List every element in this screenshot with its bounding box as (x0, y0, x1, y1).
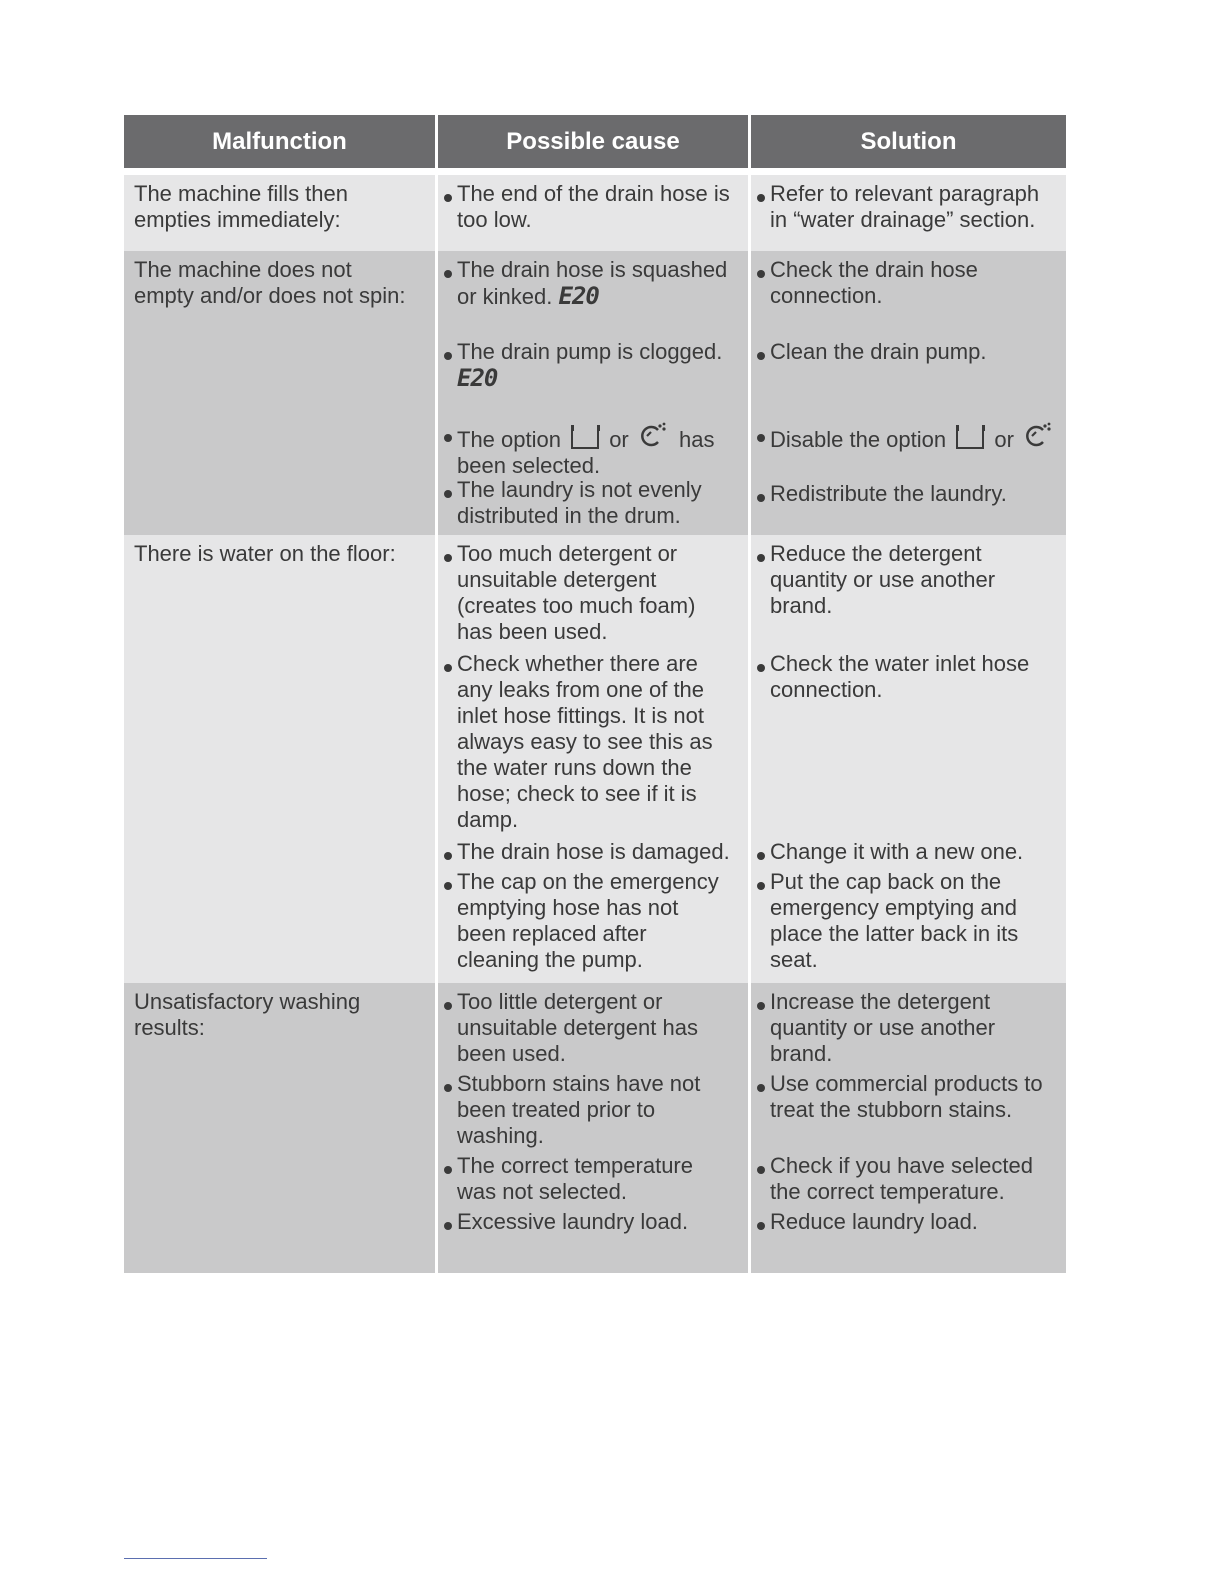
bullet-icon (755, 839, 770, 869)
header-solution: Solution (751, 115, 1066, 168)
list-item (442, 1071, 746, 1153)
cause-text: The correct temperature was not selected. (457, 1153, 693, 1204)
solution-text: Disable the option or (770, 421, 1064, 481)
solution-cell (751, 175, 1066, 251)
solution-text: Check if you have selected the correct temperature. (770, 1153, 1033, 1204)
bullet-icon (755, 1071, 770, 1153)
solution-text: Check the drain hose connection. (770, 257, 978, 308)
list-item (442, 1209, 746, 1235)
bullet-icon (755, 541, 770, 651)
bullet-icon (755, 181, 770, 233)
list-item (442, 421, 746, 477)
spin-option-icon (1024, 421, 1054, 451)
list-item (755, 651, 1064, 839)
malfunction-cell (124, 175, 435, 251)
bullet-icon (442, 989, 457, 1071)
bullet-icon (442, 181, 457, 233)
list-item (755, 339, 1064, 421)
list-item (442, 477, 746, 529)
bullet-icon (755, 481, 770, 507)
list-item (755, 1209, 1064, 1235)
malfunction-cell (124, 251, 435, 535)
solution-text: Change it with a new one. (770, 839, 1024, 864)
solution-text: Reduce laundry load. (770, 1209, 978, 1234)
malfunction-text: There is water on the floor: (134, 541, 396, 566)
list-item (755, 421, 1064, 481)
bullet-icon (755, 257, 770, 339)
solution-text: Refer to relevant paragraph in “water drainage” section. (770, 181, 1040, 232)
bullet-icon (755, 421, 770, 481)
solution-text: Clean the drain pump. (770, 339, 987, 364)
drum-option-icon (956, 429, 984, 449)
cause-text: The drain pump is clogged. E20 (457, 339, 723, 392)
cause-text: Too little detergent or unsuitable detergent has been used. (457, 989, 698, 1066)
solution-text: Redistribute the laundry. (770, 481, 1007, 506)
table-row (124, 983, 1066, 1273)
bullet-icon (442, 541, 457, 651)
solution-cell (751, 251, 1066, 535)
list-item (755, 181, 1064, 233)
bullet-icon (442, 869, 457, 973)
malfunction-text: Unsatisfactory washing results: (134, 989, 361, 1040)
list-item (755, 481, 1064, 507)
cause-cell (438, 251, 748, 535)
list-item (442, 839, 746, 869)
cause-cell (438, 175, 748, 251)
list-item (755, 839, 1064, 869)
malfunction-text: The machine fills then empties immediately: (134, 181, 348, 232)
table-row (124, 175, 1066, 251)
list-item (755, 989, 1064, 1071)
list-item (442, 989, 746, 1071)
list-item (442, 651, 746, 839)
bullet-icon (442, 839, 457, 869)
bullet-icon (442, 1153, 457, 1209)
solution-text: Put the cap back on the emergency emptying and place the latter back in its seat. (770, 869, 1019, 972)
cause-text: Check whether there are any leaks from one of the inlet hose fittings. It is not always easy to see this as the water runs down the hose; check to see if it is damp. (457, 651, 713, 832)
table-row (124, 251, 1066, 535)
malfunction-text: The machine does not empty and/or does not spin: (134, 257, 406, 308)
cause-text: Excessive laundry load. (457, 1209, 689, 1234)
header-malfunction: Malfunction (124, 115, 435, 168)
solution-cell (751, 983, 1066, 1273)
bullet-icon (755, 1153, 770, 1209)
list-item (755, 1153, 1064, 1209)
bullet-icon (442, 1071, 457, 1153)
bullet-icon (755, 869, 770, 973)
list-item (442, 339, 746, 421)
bullet-icon (755, 339, 770, 421)
table-header (124, 115, 1066, 168)
list-item (442, 869, 746, 973)
solution-text: Use commercial products to treat the stubborn stains. (770, 1071, 1043, 1122)
error-code-e20: E20 (457, 364, 498, 392)
cause-cell (438, 983, 748, 1273)
error-code-e20: E20 (558, 282, 599, 310)
table-row (124, 535, 1066, 983)
cause-text: The option or has been selected. (457, 421, 746, 477)
spin-option-icon (639, 421, 669, 451)
list-item (755, 541, 1064, 651)
cause-text: Too much detergent or unsuitable detergent (creates too much foam) has been used. (457, 541, 696, 644)
bullet-icon (755, 989, 770, 1071)
cause-text: The end of the drain hose is too low. (457, 181, 730, 232)
list-item (442, 1153, 746, 1209)
cause-text: Stubborn stains have not been treated prior to washing. (457, 1071, 701, 1148)
footer-rule (124, 1558, 267, 1559)
solution-cell (751, 535, 1066, 983)
troubleshooting-table (124, 115, 1066, 1273)
bullet-icon (442, 339, 457, 421)
drum-option-icon (571, 429, 599, 449)
list-item (755, 869, 1064, 973)
list-item (442, 181, 746, 233)
bullet-icon (755, 1209, 770, 1235)
bullet-icon (442, 421, 457, 477)
bullet-icon (442, 651, 457, 839)
list-item (755, 257, 1064, 339)
solution-text: Increase the detergent quantity or use another brand. (770, 989, 996, 1066)
solution-text: Check the water inlet hose connection. (770, 651, 1030, 702)
malfunction-cell (124, 983, 435, 1273)
cause-cell (438, 535, 748, 983)
header-possible-cause: Possible cause (438, 115, 748, 168)
solution-text: Reduce the detergent quantity or use another brand. (770, 541, 996, 618)
cause-text: The cap on the emergency emptying hose has not been replaced after cleaning the pump. (457, 869, 719, 972)
bullet-icon (442, 257, 457, 339)
cause-text: The laundry is not evenly distributed in the drum. (457, 477, 702, 528)
cause-text: The drain hose is damaged. (457, 839, 730, 864)
bullet-icon (442, 477, 457, 529)
malfunction-cell (124, 535, 435, 983)
list-item (442, 257, 746, 339)
list-item (755, 1071, 1064, 1153)
bullet-icon (442, 1209, 457, 1235)
cause-text: The drain hose is squashed or kinked. E20 (457, 257, 728, 310)
list-item (442, 541, 746, 651)
bullet-icon (755, 651, 770, 839)
